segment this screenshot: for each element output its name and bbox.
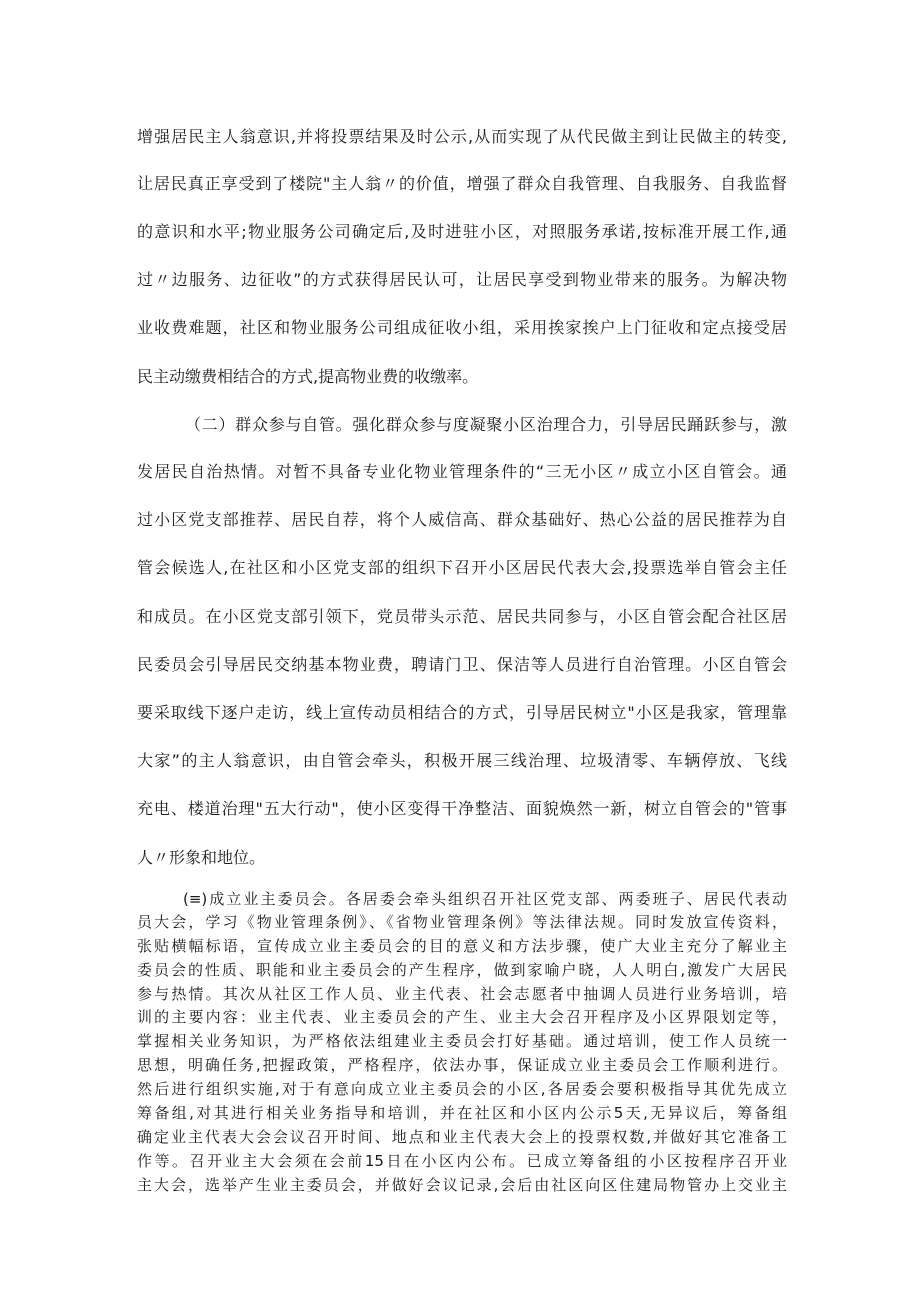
text-line: (≡)成立业主委员会。各居委会牵头组织召开社区党支部、两委班子、居民代表动 bbox=[183, 890, 787, 908]
text-line: 训的主要内容：业主代表、业主委员会的产生、业主大会召开程序及小区界限划定等， bbox=[137, 1008, 787, 1026]
text-line: 和成员。在小区党支部引领下，党员带头示范、居民共同参与，小区自管会配合社区居 bbox=[137, 607, 787, 626]
text-line: 发居民自治热情。对暂不具备专业化物业管理条件的“三无小区〃成立小区自管会。通 bbox=[137, 462, 787, 481]
text-line: 的意识和水平;物业服务公司确定后,及时进驻小区，对照服务承诺,按标准开展工作,通 bbox=[137, 222, 787, 241]
text-line: 业收费难题，社区和物业服务公司组成征收小组，采用挨家挨户上门征收和定点接受居 bbox=[137, 318, 787, 337]
text-line: 然后进行组织实施,对于有意向成立业主委员会的小区,各居委会要积极指导其优先成立 bbox=[137, 1080, 787, 1098]
text-line: 掌握相关业务知识，为严格依法组建业主委员会打好基础。通过培训，使工作人员统一 bbox=[137, 1032, 787, 1050]
text-line: 增强居民主人翁意识,并将投票结果及时公示,从而实现了从代民做主到让民做主的转变, bbox=[137, 127, 787, 146]
text-line: 大家”的主人翁意识，由自管会牵头，积极开展三线治理、垃圾清零、车辆停放、飞线 bbox=[137, 751, 787, 770]
text-line: 张贴横幅标语，宣传成立业主委员会的目的意义和方法步骤，使广大业主充分了解业主 bbox=[137, 937, 787, 955]
text-line: 充电、楼道治理"五大行动"，使小区变得干净整洁、面貌焕然一新，树立自管会的"管事 bbox=[137, 799, 787, 818]
text-line: 主大会，选举产生业主委员会，并做好会议记录,会后由社区向区住建局物管办上交业主 bbox=[137, 1176, 787, 1194]
text-line: 筹备组,对其进行相关业务指导和培训，并在社区和小区内公示5天,无异议后，筹备组 bbox=[137, 1104, 787, 1122]
text-line: 民委员会引导居民交纳基本物业费，聘请门卫、保洁等人员进行自治管理。小区自管会 bbox=[137, 655, 787, 674]
text-line: 管会候选人,在社区和小区党支部的组织下召开小区居民代表大会,投票选举自管会主任 bbox=[137, 558, 787, 577]
text-line: 确定业主代表大会会议召开时间、地点和业主代表大会上的投票权数,并做好其它准备工 bbox=[137, 1128, 787, 1146]
text-line: 要采取线下逐户走访，线上宣传动员相结合的方式，引导居民树立"小区是我家，管理靠 bbox=[137, 703, 787, 722]
text-line: 过小区党支部推荐、居民自荐，将个人威信高、群众基础好、热心公益的居民推荐为自 bbox=[137, 510, 787, 529]
text-line: 人〃形象和地位。 bbox=[137, 848, 266, 867]
text-line: 让居民真正享受到了楼院"主人翁〃的价值，增强了群众自我管理、自我服务、自我监督 bbox=[137, 174, 787, 193]
text-line: 作等。召开业主大会须在会前15日在小区内公布。已成立筹备组的小区按程序召开业 bbox=[137, 1152, 787, 1170]
text-line: 民主动缴费相结合的方式,提高物业费的收缴率。 bbox=[137, 367, 479, 386]
text-line: （二）群众参与自管。强化群众参与度凝聚小区治理合力，引导居民踊跃参与，激 bbox=[185, 415, 787, 434]
text-line: 过〃边服务、边征收”的方式获得居民认可，让居民享受到物业带来的服务。为解决物 bbox=[137, 270, 787, 289]
text-line: 参与热情。其次从社区工作人员、业主代表、社会志愿者中抽调人员进行业务培训，培 bbox=[137, 985, 787, 1003]
text-line: 思想，明确任务,把握政策，严格程序，依法办事，保证成立业主委员会工作顺利进行。 bbox=[137, 1056, 787, 1074]
text-line: 委员会的性质、职能和业主委员会的产生程序，做到家喻户晓，人人明白,激发广大居民 bbox=[137, 961, 787, 979]
text-line: 员大会，学习《物业管理条例》、《省物业管理条例》等法律法规。同时发放宣传资料， bbox=[137, 913, 787, 931]
